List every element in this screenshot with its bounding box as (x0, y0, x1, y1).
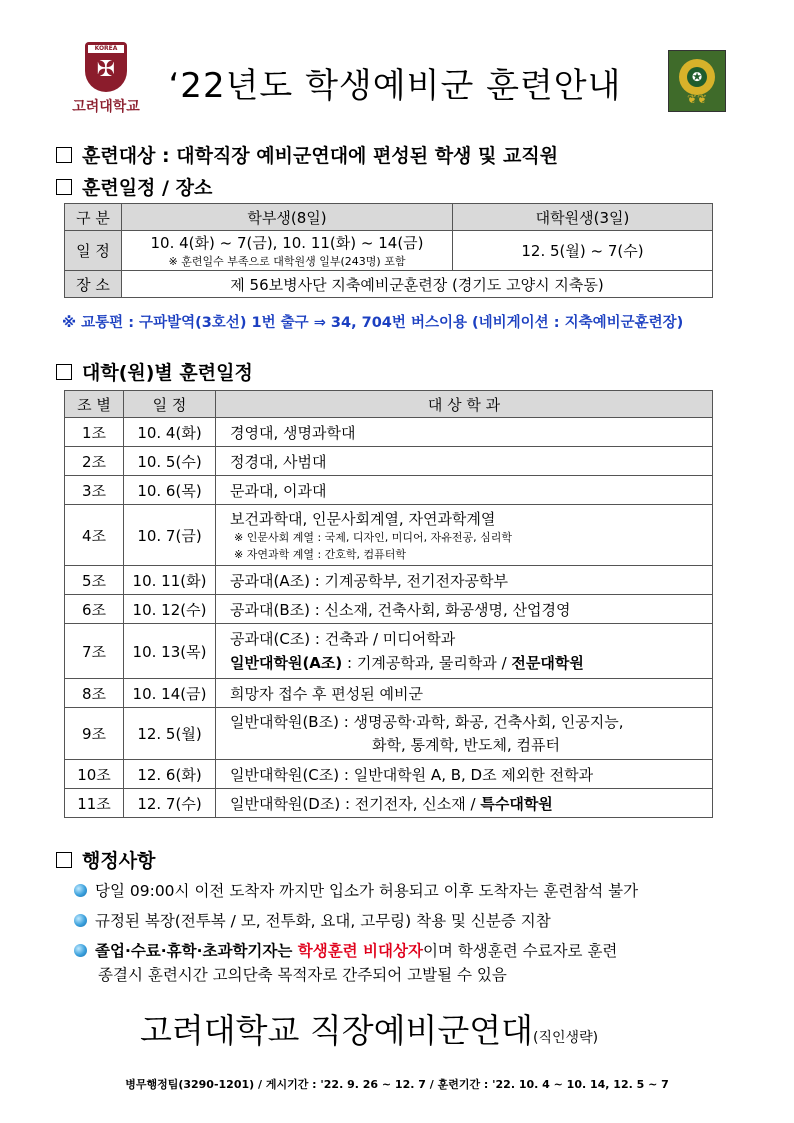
dept-cell: 경영대, 생명과학대 (216, 418, 713, 447)
blue-bullet-icon (74, 884, 87, 897)
date-cell: 10. 11(화) (124, 566, 216, 595)
table-row (65, 418, 713, 447)
table-row (65, 505, 713, 566)
table-row (65, 760, 713, 789)
date-cell: 12. 5(월) (124, 708, 216, 760)
table-row (65, 708, 713, 760)
date-cell: 10. 13(목) (124, 624, 216, 679)
list-item: 졸업·수료·휴학·초과학기자는 학생훈련 비대상자이며 학생훈련 수료자로 훈련 (74, 939, 617, 961)
undergrad-note: ※ 훈련일수 부족으로 대학원생 일부(243명) 포함 (168, 255, 406, 268)
groups-header-group: 조 별 (65, 391, 124, 418)
target-section (56, 141, 558, 168)
group-cell: 5조 (65, 566, 124, 595)
admin-section (56, 846, 155, 873)
dept-main: 공과대(C조) : 건축과 / 미디어학과 (230, 630, 456, 648)
schedule-grad-dates: 12. 5(월) ~ 7(수) (453, 231, 713, 271)
dept-main: 일반대학원(B조) : 생명공학·과학, 화공, 건축사회, 인공지능, (230, 712, 624, 731)
checkbox-square-icon (56, 147, 72, 163)
dept-cell: 일반대학원(D조) : 전기전자, 신소재 / 특수대학원 (216, 789, 713, 818)
group-cell: 2조 (65, 447, 124, 476)
dept-line2: 화학, 통계학, 반도체, 컴퓨터 (372, 735, 560, 754)
checkbox-square-icon (56, 852, 72, 868)
date-cell: 10. 12(수) (124, 595, 216, 624)
date-cell: 10. 14(금) (124, 679, 216, 708)
table-row (65, 789, 713, 818)
dept-cell (216, 505, 713, 566)
location-row-label: 장 소 (65, 271, 122, 298)
blue-bullet-icon (74, 914, 87, 927)
list-item: 당일 09:00시 이전 도착자 까지만 입소가 허용되고 이후 도착자는 훈련참석 불가 (74, 879, 638, 901)
date-cell: 10. 6(목) (124, 476, 216, 505)
group-cell: 6조 (65, 595, 124, 624)
table-row (65, 624, 713, 679)
target-label: 훈련대상 : 대학직장 예비군연대에 편성된 학생 및 교직원 (82, 145, 559, 167)
schedule-header-undergrad: 학부생(8일) (122, 204, 453, 231)
logo-korea-text: KOREA (88, 45, 124, 53)
page-title: ‘22년도 학생예비군 훈련안내 (168, 66, 622, 106)
date-cell: 12. 7(수) (124, 789, 216, 818)
schedule-row-label: 일 정 (65, 231, 122, 271)
table-row (65, 447, 713, 476)
schedule-header-category: 구 분 (65, 204, 122, 231)
schedule-undergrad-dates (122, 231, 453, 271)
blue-bullet-icon (74, 944, 87, 957)
date-cell: 10. 4(화) (124, 418, 216, 447)
date-cell: 12. 6(화) (124, 760, 216, 789)
dept-cell: 희망자 접수 후 편성된 예비군 (216, 679, 713, 708)
transport-info: ※ 교통편 : 구파발역(3호선) 1번 출구 ⇒ 34, 704번 버스이용 (네비게이션 : 지축예비군훈련장) (62, 315, 684, 331)
reserve-forces-emblem-icon: ✪ ❦❦ (668, 50, 726, 112)
groups-section (56, 358, 253, 385)
date-cell: 10. 5(수) (124, 447, 216, 476)
schedule-row-location (65, 271, 713, 298)
schedule-table (64, 203, 713, 298)
table-row (65, 566, 713, 595)
logo-university-name: 고려대학교 (72, 99, 140, 115)
schedule-row-dates (65, 231, 713, 271)
dept-cell: 일반대학원(C조) : 일반대학원 A, B, D조 제외한 전학과 (216, 760, 713, 789)
dept-cell: 공과대(B조) : 신소재, 건축사회, 화공생명, 산업경영 (216, 595, 713, 624)
schedule-header-row (65, 204, 713, 231)
footer-info: 병무행정팀(3290-1201) / 게시기간 : '22. 9. 26 ~ 12. 7 / 훈련기간 : '22. 10. 4 ~ 10. 14, 12. 5 ~ 7 (125, 1078, 669, 1091)
dept-cell (216, 708, 713, 760)
dept-note: ※ 인문사회 계열 : 국제, 디자인, 미디어, 자유전공, 심리학 (234, 530, 513, 544)
dept-main: 보건과학대, 인문사회계열, 자연과학계열 (230, 509, 496, 528)
checkbox-square-icon (56, 364, 72, 380)
dept-note: ※ 자연과학 계열 : 간호학, 컴퓨터학 (234, 547, 407, 561)
table-row (65, 679, 713, 708)
dept-cell: 공과대(A조) : 기계공학부, 전기전자공학부 (216, 566, 713, 595)
dept-cell: 정경대, 사범대 (216, 447, 713, 476)
table-row (65, 476, 713, 505)
checkbox-square-icon (56, 179, 72, 195)
organization-name: 고려대학교 직장예비군연대(직인생략) (140, 1011, 599, 1050)
undergrad-dates: 10. 4(화) ~ 7(금), 10. 11(화) ~ 14(금) (150, 234, 424, 252)
group-cell: 9조 (65, 708, 124, 760)
group-cell: 10조 (65, 760, 124, 789)
group-cell: 4조 (65, 505, 124, 566)
schedule-section-label: 훈련일정 / 장소 (82, 177, 213, 199)
group-cell: 3조 (65, 476, 124, 505)
dept-line2: 일반대학원(A조) : 기계공학과, 물리학과 / 전문대학원 (230, 654, 584, 672)
admin-section-label: 행정사항 (82, 850, 156, 872)
dept-cell: 문과대, 이과대 (216, 476, 713, 505)
group-cell: 1조 (65, 418, 124, 447)
location-value: 제 56보병사단 지축예비군훈련장 (경기도 고양시 지축동) (122, 271, 713, 298)
group-cell: 7조 (65, 624, 124, 679)
group-cell: 11조 (65, 789, 124, 818)
dept-cell (216, 624, 713, 679)
schedule-header-grad: 대학원생(3일) (453, 204, 713, 231)
group-cell: 8조 (65, 679, 124, 708)
date-cell: 10. 7(금) (124, 505, 216, 566)
table-row (65, 595, 713, 624)
korea-university-logo (66, 42, 146, 116)
groups-section-label: 대학(원)별 훈련일정 (82, 362, 253, 384)
groups-header-date: 일 정 (124, 391, 216, 418)
seal-omitted-note: (직인생략) (533, 1030, 599, 1046)
tiger-icon: ✠ (96, 57, 116, 82)
groups-header-row (65, 391, 713, 418)
schedule-section (56, 173, 212, 200)
groups-header-dept: 대 상 학 과 (216, 391, 713, 418)
list-item: 규정된 복장(전투복 / 모, 전투화, 요대, 고무링) 착용 및 신분증 지참 (74, 909, 551, 931)
groups-table (64, 390, 713, 818)
list-item-continuation: 종결시 훈련시간 고의단축 목적자로 간주되어 고발될 수 있음 (98, 966, 507, 984)
